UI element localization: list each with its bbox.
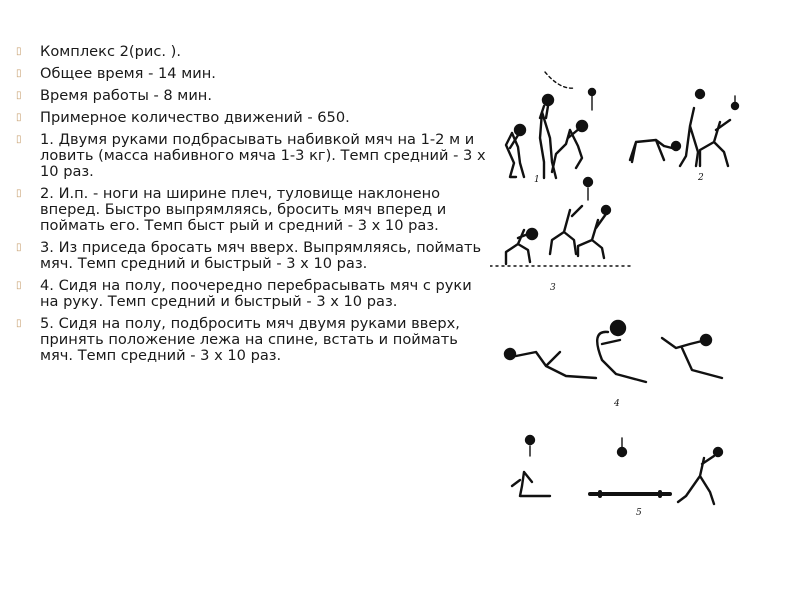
figure-1-label: 1	[534, 175, 540, 185]
list-item: ▯ 1. Двумя руками подбрасывать набивкой мяч на 1-2 м и ловить (масса набивного мяча 1-3 кг). Темп средний - 3 х 10 раз.	[16, 131, 486, 180]
figure-3-label: 3	[550, 283, 556, 293]
figure-3-illustration	[490, 178, 630, 266]
figure-5-illustration	[512, 436, 722, 504]
exercise-list	[16, 44, 486, 370]
figure-4-illustration	[505, 321, 722, 382]
bullet-icon: ▯	[16, 242, 22, 253]
bullet-icon: ▯	[16, 188, 22, 199]
list-item: ▯ 2. И.п. - ноги на ширине плеч, туловище наклонено вперед. Быстро выпрямляясь, бросить мяч вперед и поймать его. Темп быст рый и средний - 3 х 10 раз.	[16, 185, 447, 234]
figure-1-illustration	[506, 72, 595, 178]
figure-2-label: 2	[698, 173, 704, 183]
list-item: ▯ 5. Сидя на полу, подбросить мяч двумя руками вверх, принять положение лежа на спине, встать и поймать мяч. Темп средний - 3 х 10 раз.	[16, 315, 460, 364]
list-item: ▯ Примерное количество движений - 650.	[16, 109, 350, 126]
list-item: ▯ Время работы - 8 мин.	[16, 87, 212, 104]
figure-2-illustration	[630, 90, 738, 166]
figures-svg	[490, 60, 790, 530]
list-item: ▯ Комплекс 2(рис. ).	[16, 43, 181, 60]
bullet-icon: ▯	[16, 134, 22, 145]
bullet-icon: ▯	[16, 112, 22, 123]
figure-4-label: 4	[614, 399, 620, 409]
bullet-icon: ▯	[16, 318, 22, 329]
list-item: ▯ Общее время - 14 мин.	[16, 65, 216, 82]
bullet-icon: ▯	[16, 280, 22, 291]
figure-5-label: 5	[636, 508, 642, 518]
list-item: ▯ 4. Сидя на полу, поочередно перебрасывать мяч с руки на руку. Темп средний и быстрый - 3 х 10 раз.	[16, 277, 472, 310]
exercise-illustrations	[490, 60, 790, 530]
bullet-icon: ▯	[16, 46, 22, 57]
bullet-icon: ▯	[16, 90, 22, 101]
list-item: ▯ 3. Из приседа бросать мяч вверх. Выпрямляясь, поймать мяч. Темп средний и быстрый - 3 х 10 раз.	[16, 239, 482, 272]
bullet-icon: ▯	[16, 68, 22, 79]
